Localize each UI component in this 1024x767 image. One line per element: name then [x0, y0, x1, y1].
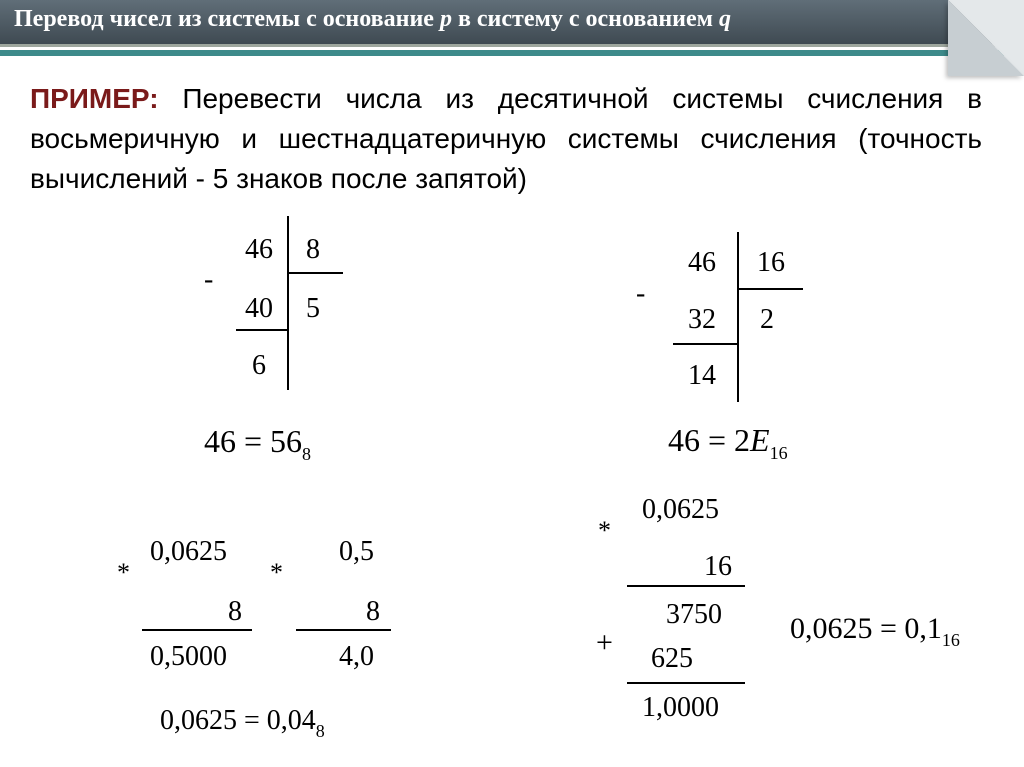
division-vertical-line: [287, 216, 289, 390]
product: 40: [245, 293, 273, 324]
dividend: 46: [245, 234, 273, 265]
plus-sign: +: [596, 626, 613, 659]
octal-result: $46 = 56_8$: [204, 423, 312, 464]
title-bar: [0, 0, 1024, 44]
subtraction-line: [673, 343, 737, 345]
minus-sign: -: [204, 264, 214, 295]
divisor-underline: [739, 288, 803, 290]
minus-sign: -: [636, 278, 646, 309]
remainder: 14: [688, 360, 716, 391]
divisor: 16: [757, 247, 785, 278]
product: 4,0: [339, 641, 374, 672]
division-vertical-line: [737, 232, 739, 402]
subtraction-line: [236, 329, 287, 331]
product-line: [627, 585, 745, 587]
multiply-sign: *: [598, 516, 611, 545]
fraction-hex-result: $0,0625 = 0,1_{16}$: [790, 612, 960, 650]
quotient: 5: [306, 293, 320, 324]
partial-product-2: 625: [651, 643, 693, 674]
product: 32: [688, 304, 716, 335]
hex-result: $46 = 2E_{16}$: [668, 422, 788, 463]
partial-product-1: 3750: [666, 599, 722, 630]
slide-title: Перевод чисел из системы с основание p в систему с основанием q: [14, 6, 731, 32]
divisor-underline: [289, 272, 343, 274]
multiply-sign: *: [117, 558, 130, 587]
product: 1,0000: [642, 692, 719, 723]
product: 0,5000: [150, 641, 227, 672]
page-curl-fold: [948, 0, 1024, 76]
multiplier: 8: [228, 596, 242, 627]
example-label: ПРИМЕР:: [30, 83, 159, 114]
multiplicand: 0,0625: [150, 536, 227, 567]
divisor: 8: [306, 234, 320, 265]
fraction-octal-result: $0,0625 = 0,04_8$: [160, 705, 325, 741]
quotient: 2: [760, 304, 774, 335]
multiplicand: 0,5: [339, 536, 374, 567]
multiplicand: 0,0625: [642, 494, 719, 525]
sum-line: [627, 682, 745, 684]
product-line: [142, 629, 252, 631]
multiplier: 16: [704, 551, 732, 582]
remainder: 6: [252, 350, 266, 381]
example-text: Перевести числа из десятичной системы счисления в восьмеричную и шестнадцатеричную системы счисления (точность вычислений - 5 знаков после запятой): [30, 83, 982, 194]
multiply-sign: *: [270, 558, 283, 587]
dividend: 46: [688, 247, 716, 278]
example-paragraph: [30, 79, 982, 199]
product-line: [296, 629, 391, 631]
multiplier: 8: [366, 596, 380, 627]
title-stripe-teal: [0, 50, 1024, 56]
